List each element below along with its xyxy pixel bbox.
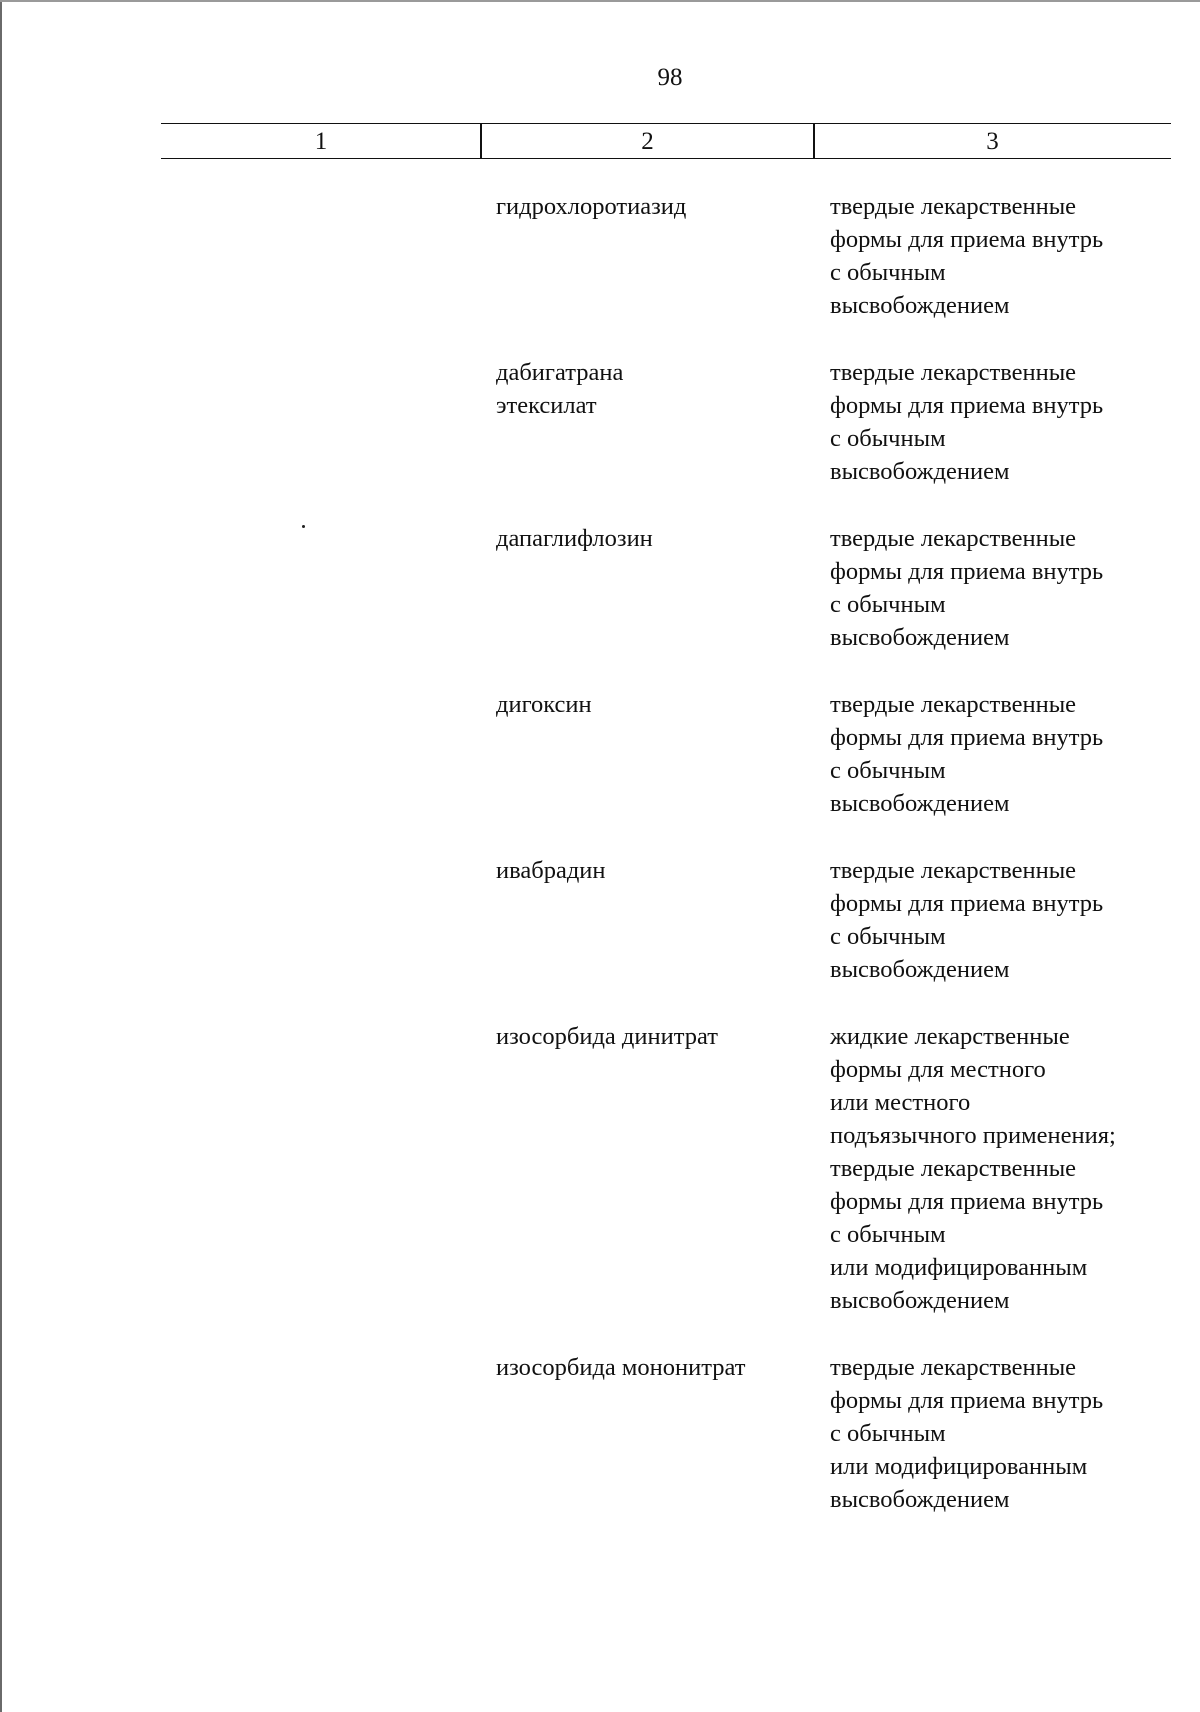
table-row <box>161 1020 1171 1351</box>
column-header-3: 3 <box>986 127 999 155</box>
dosage-form: твердые лекарственные формы для приема внутрь с обычным высвобождением <box>830 359 1104 485</box>
column-divider <box>813 124 815 158</box>
drug-name: дабигатрана этексилат <box>496 359 624 419</box>
dosage-form: твердые лекарственные формы для приема внутрь с обычным или модифицированным высвобождением <box>830 1354 1104 1513</box>
scan-edge-top <box>0 0 1200 2</box>
table-row <box>161 688 1171 854</box>
drug-name: дигоксин <box>496 691 592 718</box>
drug-name: дапаглифлозин <box>496 525 653 552</box>
drug-name: ивабрадин <box>496 857 606 884</box>
table-row <box>161 356 1171 522</box>
table-body <box>161 190 1171 1517</box>
drug-name: гидрохлоротиазид <box>496 193 687 220</box>
drug-name: изосорбида мононитрат <box>496 1354 746 1381</box>
column-divider <box>480 124 482 158</box>
table-row <box>161 522 1171 688</box>
scan-edge-left <box>0 0 2 1712</box>
drug-name: изосорбида динитрат <box>496 1023 718 1050</box>
dosage-form: твердые лекарственные формы для приема внутрь с обычным высвобождением <box>830 525 1104 651</box>
table-row <box>161 190 1171 356</box>
dosage-form: твердые лекарственные формы для приема внутрь с обычным высвобождением <box>830 857 1104 983</box>
column-header-2: 2 <box>641 127 654 155</box>
table-row <box>161 854 1171 1020</box>
table-header <box>161 123 1171 159</box>
table-row <box>161 1351 1171 1517</box>
dosage-form: твердые лекарственные формы для приема внутрь с обычным высвобождением <box>830 193 1104 319</box>
dosage-form: жидкие лекарственные формы для местного или местного подъязычного применения; твердые лекарственные формы для приема внутрь с обычным или модифицированным высвобождением <box>830 1023 1116 1314</box>
dosage-form: твердые лекарственные формы для приема внутрь с обычным высвобождением <box>830 691 1104 817</box>
page-number: 98 <box>657 64 683 91</box>
column-header-1: 1 <box>314 127 328 155</box>
